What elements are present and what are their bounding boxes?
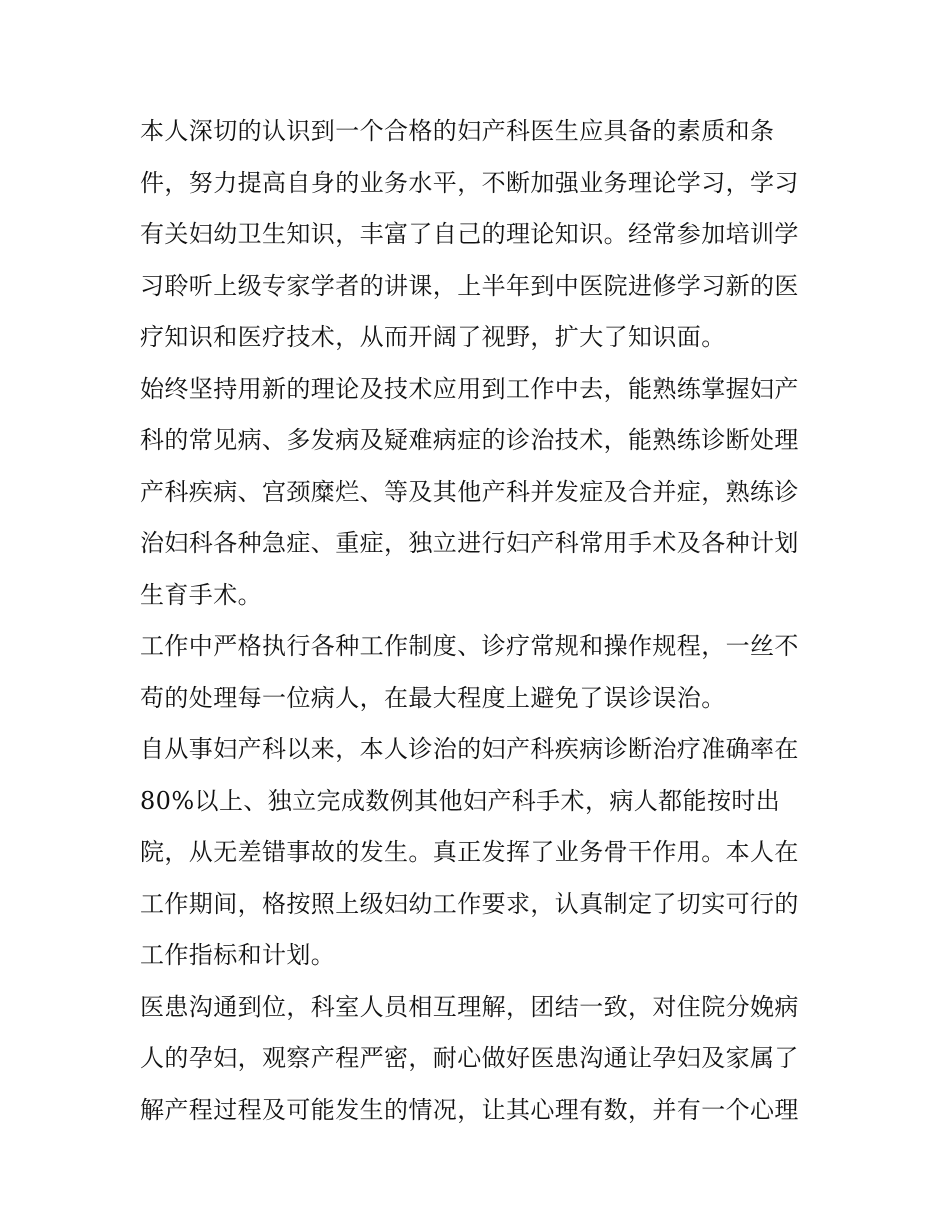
text-line: 医患沟通到位，科室人员相互理解，团结一致，对住院分娩病 (140, 992, 799, 1021)
text-line: 习聆听上级专家学者的讲课，上半年到中医院进修学习新的医 (140, 271, 799, 300)
text-line: 治妇科各种急症、重症，独立进行妇产科常用手术及各种计划 (140, 529, 799, 557)
text-line: 疗知识和医疗技术，从而开阔了视野，扩大了知识面。 (140, 323, 726, 351)
text-line: 本人深切的认识到一个合格的妇产科医生应具备的素质和条 (140, 117, 775, 145)
paragraph-4 (140, 724, 830, 982)
text-line: 院，从无差错事故的发生。真正发挥了业务骨干作用。本人在 (140, 838, 799, 866)
text-line: 人的孕妇，观察产程严密，耐心做好医患沟通让孕妇及家属了 (140, 1044, 799, 1072)
text-line: 工作期间，格按照上级妇幼工作要求，认真制定了切实可行的 (140, 889, 799, 918)
text-line: 解产程过程及可能发生的情况，让其心理有数，并有一个心理 (140, 1095, 799, 1124)
paragraph-2 (140, 364, 830, 622)
text-line: 80%以上、独立完成数例其他妇产科手术，病人都能按时出 (140, 786, 781, 815)
text-line: 自从事妇产科以来，本人诊治的妇产科疾病诊断治疗准确率在 (140, 735, 799, 763)
text-line: 苟的处理每一位病人，在最大程度上避免了误诊误治。 (140, 683, 726, 712)
document-body (140, 106, 830, 1136)
paragraph-5 (140, 982, 830, 1137)
text-line: 科的常见病、多发病及疑难病症的诊治技术，能熟练诊断处理 (140, 426, 799, 454)
text-line: 生育手术。 (140, 580, 262, 609)
text-line: 件，努力提高自身的业务水平，不断加强业务理论学习，学习 (140, 168, 799, 197)
text-line: 有关妇幼卫生知识，丰富了自己的理论知识。经常参加培训学 (140, 220, 799, 248)
text-line: 工作中严格执行各种工作制度、诊疗常规和操作规程，一丝不 (140, 632, 799, 660)
paragraph-3 (140, 621, 830, 724)
text-line: 始终坚持用新的理论及技术应用到工作中去，能熟练掌握妇产 (140, 374, 799, 403)
text-line: 工作指标和计划。 (140, 941, 336, 969)
paragraph-1 (140, 106, 830, 364)
text-line: 产科疾病、宫颈糜烂、等及其他产科并发症及合并症，熟练诊 (140, 477, 799, 506)
